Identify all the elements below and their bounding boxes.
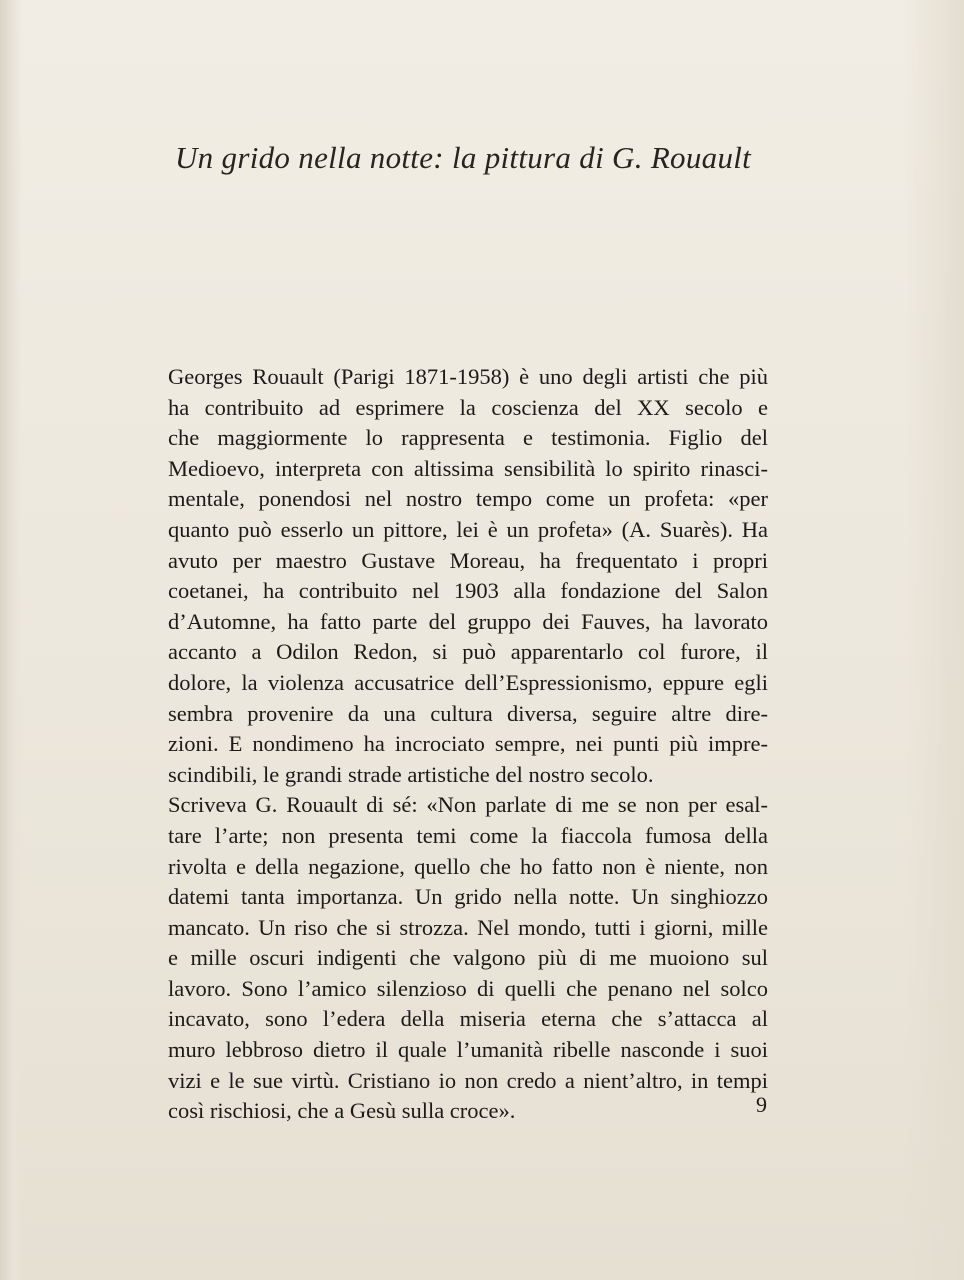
text-line: muro lebbroso dietro il quale l’umanità ribelle nasconde i suoi: [168, 1037, 768, 1063]
text-line: mentale, ponendosi nel nostro tempo come un profeta: «per: [168, 486, 768, 512]
text-line: quanto può esserlo un pittore, lei è un profeta» (A. Suarès). Ha: [168, 516, 768, 542]
text-line: accanto a Odilon Redon, si può apparentarlo col furore, il: [168, 639, 768, 665]
chapter-title: Un grido nella notte: la pittura di G. Rouault: [175, 140, 752, 175]
text-line: scindibili, le grandi strade artistiche del nostro secolo.: [168, 761, 654, 787]
text-line: sembra provenire da una cultura diversa, seguire altre dire-: [168, 700, 768, 726]
text-line: Scriveva G. Rouault di sé: «Non parlate di me se non per esal-: [168, 792, 768, 818]
text-line: lavoro. Sono l’amico silenzioso di quelli che penano nel solco: [168, 975, 768, 1001]
text-line: zioni. E nondimeno ha incrociato sempre, nei punti più impre-: [168, 731, 768, 757]
text-line: così rischiosi, che a Gesù sulla croce».: [168, 1098, 516, 1124]
text-line: Georges Rouault (Parigi 1871-1958) è uno degli artisti che più: [168, 364, 768, 389]
text-line: tare l’arte; non presenta temi come la fiaccola fumosa della: [168, 822, 768, 848]
text-line: incavato, sono l’edera della miseria eterna che s’attacca al: [168, 1006, 768, 1032]
text-line: ha contribuito ad esprimere la coscienza del XX secolo e: [168, 394, 768, 420]
text-line: rivolta e della negazione, quello che ho fatto non è niente, non: [168, 853, 768, 879]
text-line: datemi tanta importanza. Un grido nella notte. Un singhiozzo: [168, 884, 768, 910]
page-edge-shadow: [0, 0, 22, 1280]
body-text: [168, 362, 768, 1127]
text-line: e mille oscuri indigenti che valgono più di me muoiono sul: [168, 945, 768, 971]
text-line: che maggiormente lo rappresenta e testimonia. Figlio del: [168, 425, 768, 451]
text-line: dolore, la violenza accusatrice dell’Espressionismo, eppure egli: [168, 669, 768, 695]
text-line: coetanei, ha contribuito nel 1903 alla fondazione del Salon: [168, 578, 768, 604]
text-line: d’Automne, ha fatto parte del gruppo dei Fauves, ha lavorato: [168, 608, 768, 634]
text-line: avuto per maestro Gustave Moreau, ha frequentato i propri: [168, 547, 768, 573]
page-number: 9: [756, 1092, 767, 1117]
text-line: vizi e le sue virtù. Cristiano io non credo a nient’altro, in tempi: [168, 1067, 768, 1093]
text-line: Medioevo, interpreta con altissima sensibilità lo spirito rinasci-: [168, 455, 768, 481]
page-edge-shade: [904, 0, 964, 1280]
text-line: mancato. Un riso che si strozza. Nel mondo, tutti i giorni, mille: [168, 914, 768, 940]
